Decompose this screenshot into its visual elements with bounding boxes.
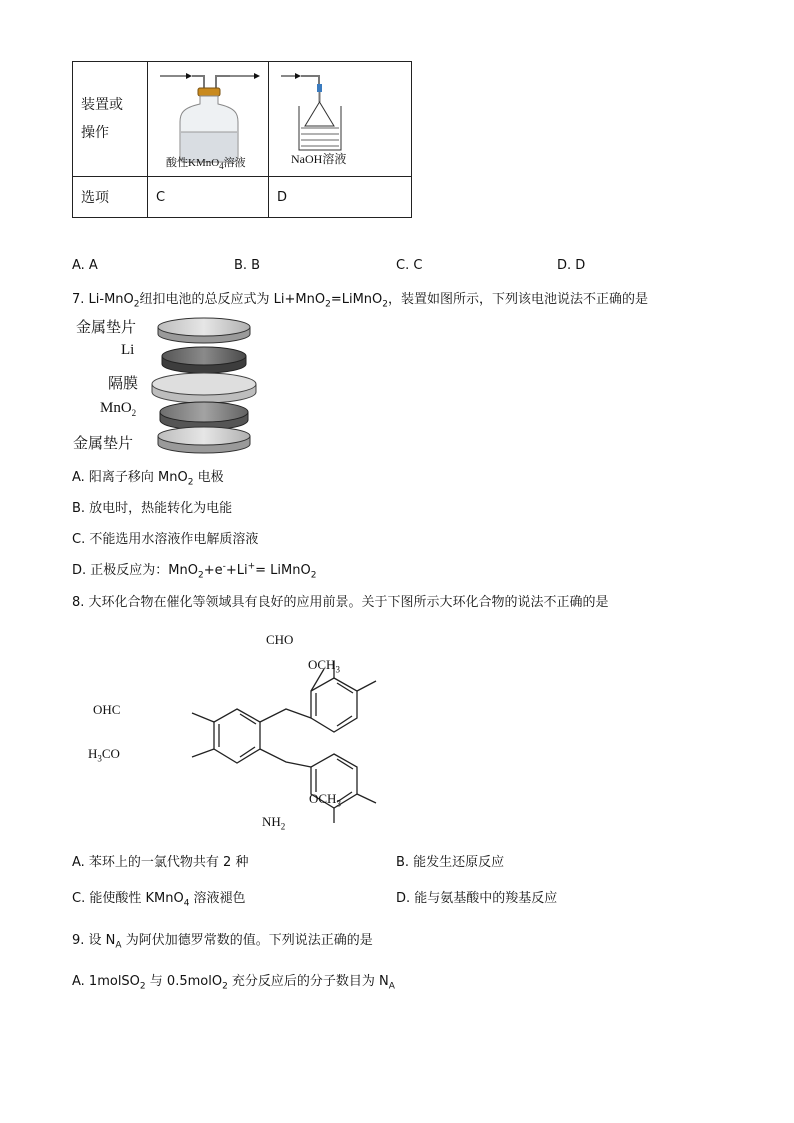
cell-gas-bottle	[148, 62, 269, 177]
group-h3co-left: $H_3CO$	[88, 746, 120, 764]
option-d-cell: D	[269, 177, 412, 218]
q8-option-b: B. 能发生还原反应	[396, 855, 505, 870]
option-c-cell: C	[148, 177, 269, 218]
q8-stem: 8. 大环化合物在催化等领域具有良好的应用前景。关于下图所示大环化合物的说法不正确的是	[72, 595, 609, 610]
label-top-pad: 金属垫片	[76, 318, 137, 336]
q7-option-b: B. 放电时，热能转化为电能	[72, 501, 233, 516]
group-och3-bottom: $OCH_3$	[309, 791, 341, 809]
group-ohc-left: OHC	[93, 702, 121, 717]
disc-mno2	[160, 402, 248, 430]
label-mno2: MnO$_2$	[100, 400, 137, 418]
apparatus-table	[72, 61, 412, 218]
cell-beaker	[269, 62, 412, 177]
q7-stem: 7. Li-MnO$_2$纽扣电池的总反应式为 Li+MnO$_2$=LiMnO$_2$，装置如图所示，下列该电池说法不正确的是	[72, 292, 649, 310]
q9-stem: 9. 设 $N_A$ 为阿伏加德罗常数的值。下列说法正确的是	[72, 933, 373, 951]
row-label-line2: 操作	[81, 125, 109, 141]
label-bottom-pad: 金属垫片	[73, 434, 134, 452]
q9-option-a: A. 1molSO$_2$ 与 0.5molO$_2$ 充分反应后的分子数目为 $N_A$	[72, 974, 395, 992]
q6-choice-a: A. A	[72, 258, 98, 273]
beaker-caption: NaOH溶液	[291, 152, 347, 166]
row-label-options: 选项	[73, 177, 148, 218]
group-cho-top: CHO	[266, 632, 294, 647]
q6-choice-c: C. C	[396, 258, 423, 273]
disc-top-pad	[158, 318, 250, 343]
q6-choice-d: D. D	[557, 258, 586, 273]
disc-li	[162, 347, 246, 373]
row-label-line1: 装置或	[81, 97, 123, 113]
group-nh2: $NH_2$	[262, 814, 286, 832]
q8-option-c: C. 能使酸性 KMnO$_4$ 溶液褪色	[72, 891, 246, 909]
q7-option-a: A. 阳离子移向 MnO$_2$ 电极	[72, 470, 224, 488]
ring-left	[214, 709, 260, 763]
row-label-apparatus	[73, 62, 148, 177]
bottle-caption: 酸性KMnO$_4$溶液	[166, 157, 246, 172]
q7-option-d: D. 正极反应为：MnO$_2$+e-+Li+= LiMnO$_2$	[72, 561, 317, 581]
disc-bottom-pad	[158, 427, 250, 453]
q7-option-c: C. 不能选用水溶液作电解质溶液	[72, 532, 259, 547]
label-li: Li	[121, 342, 135, 358]
ring-top-right	[311, 678, 357, 732]
label-membrane: 隔膜	[108, 374, 139, 392]
q8-option-a: A. 苯环上的一氯代物共有 2 种	[72, 855, 249, 870]
group-och3-top: $OCH_3$	[308, 657, 340, 675]
q8-option-d: D. 能与氨基酸中的羧基反应	[396, 891, 558, 906]
disc-membrane	[152, 373, 256, 403]
button-cell-figure	[148, 314, 268, 454]
q6-choice-b: B. B	[234, 258, 261, 273]
